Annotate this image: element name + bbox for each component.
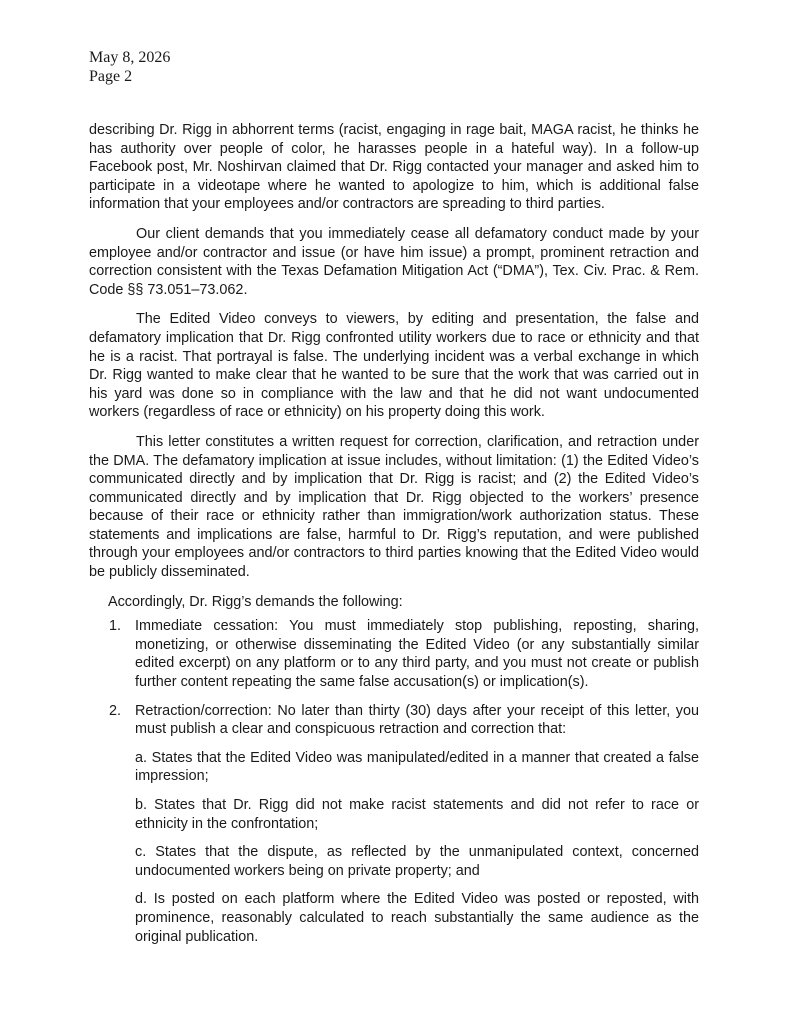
demands-intro: Accordingly, Dr. Rigg’s demands the following: [108, 593, 403, 610]
paragraph-dma-request: This letter constitutes a written request for correction, clarification, and retraction under the DMA. The defamatory implication at issue includes, without limitation: (1) the Edited Video’s communicated directly and by implication that Dr. Rigg is racist; and (2) the Edited Video’s communicated directly and by implication that Dr. Rigg objected to the workers’ presence because of their race or ethnicity rather than immigration/work authorization status. These statements and implications are false, harmful to Dr. Rigg’s reputation, and were published through your employees and/or contractors to third parties knowing that the Edited Video would be publicly disseminated. [89, 433, 699, 581]
paragraph-edited-video: The Edited Video conveys to viewers, by editing and presentation, the false and defamatory implication that Dr. Rigg confronted utility workers due to race or ethnicity and that he is a racist. That portrayal is false. The underlying incident was a verbal exchange in which Dr. Rigg wanted to make clear that he wanted to be sure that the work that was carried out in his yard was done so in compliance with the law and that he did not want undocumented workers (regardless of race or ethnicity) on his property doing this work. [89, 311, 699, 421]
demand-text: Retraction/correction: No later than thirty (30) days after your receipt of this letter, you must publish a clear and conspicuous retraction and correction that: [135, 702, 699, 738]
paragraph-continuation: describing Dr. Rigg in abhorrent terms (racist, engaging in rage bait, MAGA racist, he thinks he has authority over people of color, he harasses people in a hateful way). In a follow-up Facebook post, Mr. Noshirvan claimed that Dr. Rigg contacted your manager and asked him to participate in a videotape where he wanted to apologize to him, which is additional false information that your employees and/or contractors are spreading to third parties. [89, 122, 699, 213]
paragraph-demand: Our client demands that you immediately cease all defamatory conduct made by your employee and/or contractor and issue (or have him issue) a prompt, prominent retraction and correction consistent with the Texas Defamation Mitigation Act (“DMA”), Tex. Civ. Prac. & Rem. Code §§ 73.051–73.062. [89, 225, 699, 298]
demand-item [89, 617, 699, 691]
demand-item [89, 702, 699, 947]
demands-list [89, 617, 699, 946]
demand-subitem: d. Is posted on each platform where the Edited Video was posted or reposted, with prominence, reasonably calculated to reach substantially the same audience as the original publication. [135, 891, 699, 945]
demand-text: Immediate cessation: You must immediately stop publishing, reposting, sharing, monetizing, or otherwise disseminating the Edited Video (or any substantially similar edited excerpt) on any platform or to any third party, and you must not create or publish further content repeating the same false accusation(s) or implication(s). [135, 618, 699, 691]
demand-subitem: b. States that Dr. Rigg did not make racist statements and did not refer to race or ethnicity in the confrontation; [135, 797, 699, 832]
page-header [89, 48, 170, 86]
letter-date: May 8, 2026 [89, 49, 171, 66]
demand-number: 1. [109, 618, 122, 635]
demand-subitem: a. States that the Edited Video was manipulated/edited in a manner that created a false impression; [135, 749, 699, 785]
letter-body [89, 121, 699, 956]
demand-number: 2. [109, 702, 122, 719]
page-number: Page 2 [89, 68, 133, 85]
demand-subitem: c. States that the dispute, as reflected by the unmanipulated context, concerned undocumented workers being on private property; and [135, 844, 699, 879]
